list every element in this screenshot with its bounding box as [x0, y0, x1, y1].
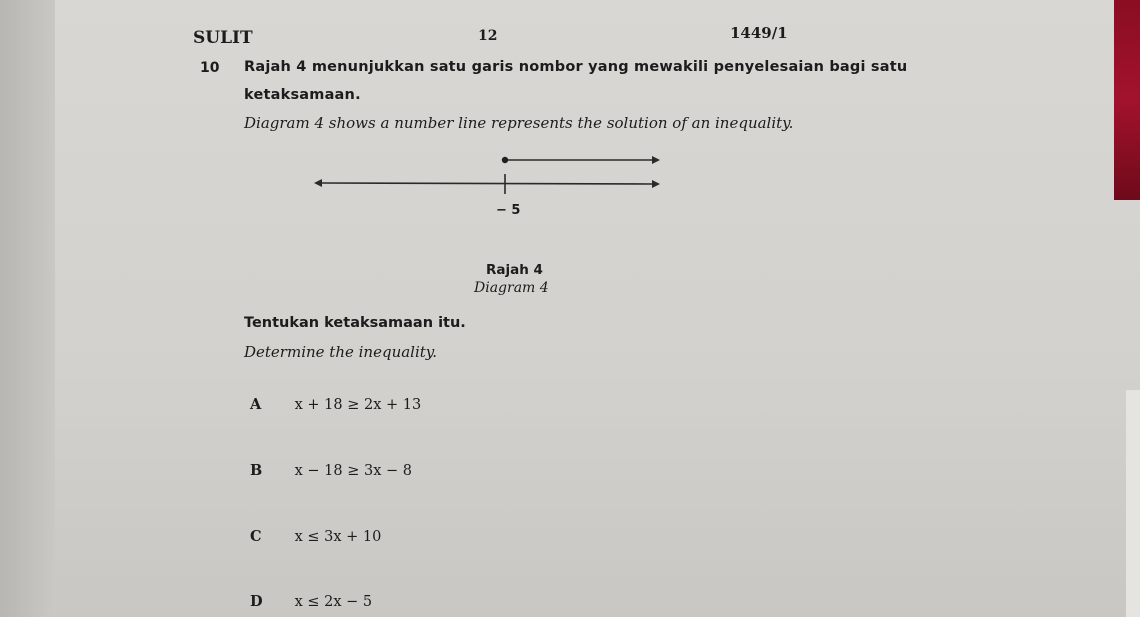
- number-line-axis: [322, 183, 652, 184]
- diagram-caption-english: Diagram 4: [474, 280, 549, 296]
- option-expression: x ≤ 3x + 10: [294, 529, 382, 545]
- next-page-edge: [1126, 390, 1140, 617]
- tick-label: − 5: [496, 203, 521, 218]
- option-letter: C: [250, 528, 262, 545]
- solution-arrow-icon: [652, 156, 660, 164]
- question-number: 10: [200, 60, 220, 76]
- prompt-english: Determine the inequality.: [244, 343, 438, 361]
- page-number: 12: [478, 28, 498, 44]
- option-expression: x ≤ 2x − 5: [294, 594, 373, 610]
- right-arrow-icon: [652, 180, 660, 188]
- option-letter: B: [250, 462, 263, 479]
- option-letter: A: [250, 396, 262, 413]
- option-letter: D: [250, 593, 263, 610]
- option-d[interactable]: [250, 593, 372, 610]
- question-stem-english: Diagram 4 shows a number line represents the solution of an inequality.: [244, 114, 794, 132]
- red-fabric-background: [1114, 0, 1140, 200]
- page-edge-shadow: [0, 0, 55, 617]
- question-stem-malay-line-1: Rajah 4 menunjukkan satu garis nombor yang mewakili penyelesaian bagi satu: [244, 59, 908, 75]
- diagram-caption-malay: Rajah 4: [486, 262, 543, 278]
- number-line-svg: [300, 150, 680, 225]
- question-stem-malay-line-2: ketaksamaan.: [244, 87, 361, 103]
- left-arrow-icon: [314, 179, 322, 187]
- solid-dot-icon: [502, 157, 508, 163]
- option-b[interactable]: [250, 462, 412, 479]
- option-expression: x − 18 ≥ 3x − 8: [294, 463, 412, 479]
- paper-code: 1449/1: [730, 24, 788, 42]
- option-a[interactable]: [250, 396, 421, 413]
- option-c[interactable]: [250, 528, 381, 545]
- option-expression: x + 18 ≥ 2x + 13: [294, 397, 422, 413]
- number-line-diagram: [300, 150, 680, 229]
- header-label: SULIT: [193, 28, 253, 48]
- prompt-malay: Tentukan ketaksamaan itu.: [244, 315, 466, 331]
